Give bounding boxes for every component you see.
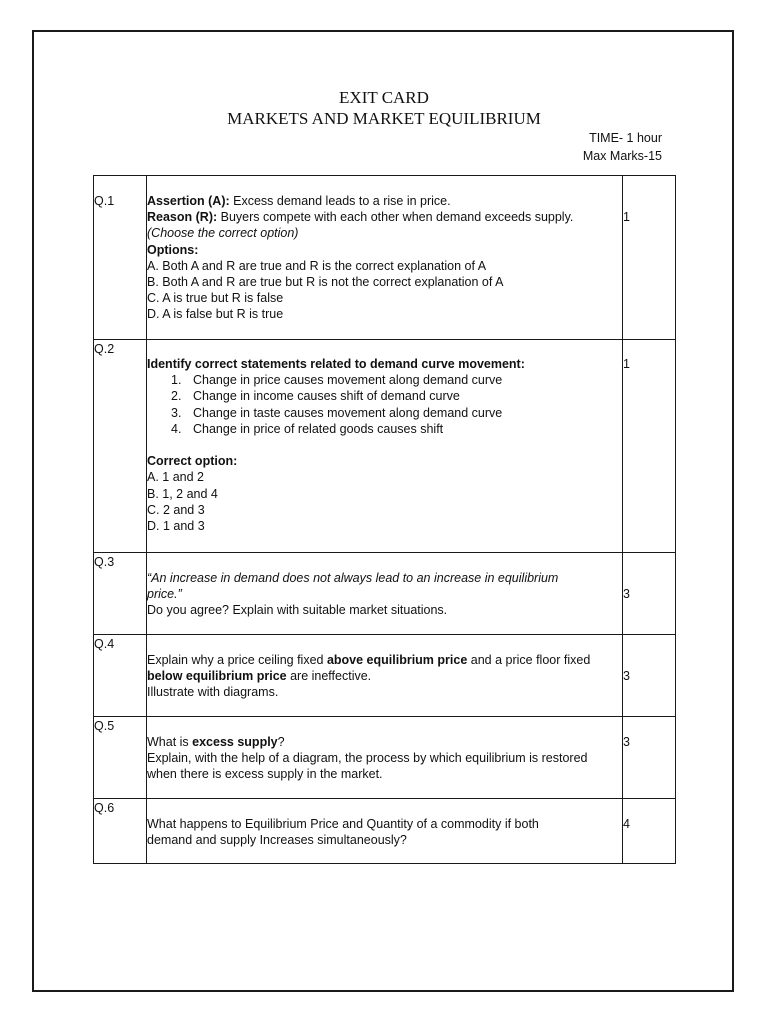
assertion-label: Assertion (A): <box>147 194 230 208</box>
question-marks: 3 <box>623 553 676 635</box>
question-number: Q.3 <box>94 553 147 635</box>
instruction-text: (Choose the correct option) <box>147 226 299 241</box>
question-marks: 1 <box>623 340 676 553</box>
quote-line: “An increase in demand does not always lead to an increase in equilibrium <box>147 571 559 585</box>
question-marks: 3 <box>623 717 676 799</box>
option-a: A. 1 and 2 <box>147 470 204 485</box>
question-text: Explain, with the help of a diagram, the process by which equilibrium is restored <box>147 751 588 766</box>
page-title: EXIT CARD <box>339 88 429 107</box>
option-d: D. 1 and 3 <box>147 519 205 534</box>
assertion-text: Excess demand leads to a rise in price. <box>229 194 451 208</box>
assertion-line <box>147 193 622 209</box>
question-heading: Identify correct statements related to demand curve movement: <box>147 357 525 371</box>
quote-line: price.” <box>147 587 182 602</box>
question-text: What happens to Equilibrium Price and Quantity of a commodity if both <box>147 817 539 831</box>
options-label: Correct option: <box>147 454 238 469</box>
option-d: D. A is false but R is true <box>147 307 284 322</box>
question-row-6 <box>94 799 676 864</box>
question-text: demand and supply Increases simultaneously? <box>147 833 407 848</box>
time-label: TIME- 1 hour <box>589 131 662 145</box>
question-body <box>147 799 623 864</box>
question-row-1 <box>94 176 676 340</box>
option-b: B. 1, 2 and 4 <box>147 486 218 501</box>
option-b: B. Both A and R are true but R is not the correct explanation of A <box>147 275 504 290</box>
question-body <box>147 635 623 717</box>
question-body <box>147 717 623 799</box>
option-c: C. 2 and 3 <box>147 502 205 517</box>
question-text: Illustrate with diagrams. <box>147 685 279 700</box>
question-row-5 <box>94 717 676 799</box>
question-text: when there is excess supply in the market. <box>147 767 383 782</box>
question-number: Q.2 <box>94 340 147 553</box>
question-body <box>147 176 623 340</box>
max-marks-label: Max Marks-15 <box>582 149 662 163</box>
statement-item: 4. Change in price of related goods causes shift <box>171 421 444 436</box>
statement-item: 2. Change in income causes shift of demand curve <box>171 389 460 404</box>
reason-line <box>147 209 622 225</box>
question-number: Q.6 <box>94 799 147 864</box>
question-number: Q.1 <box>94 176 147 340</box>
reason-text: Buyers compete with each other when demand exceeds supply. <box>217 210 574 225</box>
question-row-3 <box>94 553 676 635</box>
question-row-2 <box>94 340 676 553</box>
question-text: Do you agree? Explain with suitable market situations. <box>147 603 448 618</box>
question-number: Q.4 <box>94 635 147 717</box>
reason-label: Reason (R): <box>147 210 218 225</box>
page-subtitle: MARKETS AND MARKET EQUILIBRIUM <box>227 109 541 128</box>
question-body <box>147 340 623 553</box>
question-text: below equilibrium price are ineffective. <box>147 669 372 684</box>
option-c: C. A is true but R is false <box>147 291 284 306</box>
question-marks: 1 <box>623 176 676 340</box>
question-marks: 3 <box>623 635 676 717</box>
option-a: A. Both A and R are true and R is the correct explanation of A <box>147 258 487 273</box>
questions-table <box>93 175 676 864</box>
statement-item: 1. Change in price causes movement along demand curve <box>171 373 503 388</box>
question-body <box>147 553 623 635</box>
question-text: Explain why a price ceiling fixed above equilibrium price and a price floor fixed <box>147 653 591 667</box>
question-marks: 4 <box>623 799 676 864</box>
statement-list <box>147 372 622 437</box>
statement-item: 3. Change in taste causes movement along demand curve <box>171 405 503 420</box>
options-label: Options: <box>147 242 199 257</box>
question-number: Q.5 <box>94 717 147 799</box>
question-text: What is excess supply? <box>147 735 285 749</box>
question-row-4 <box>94 635 676 717</box>
